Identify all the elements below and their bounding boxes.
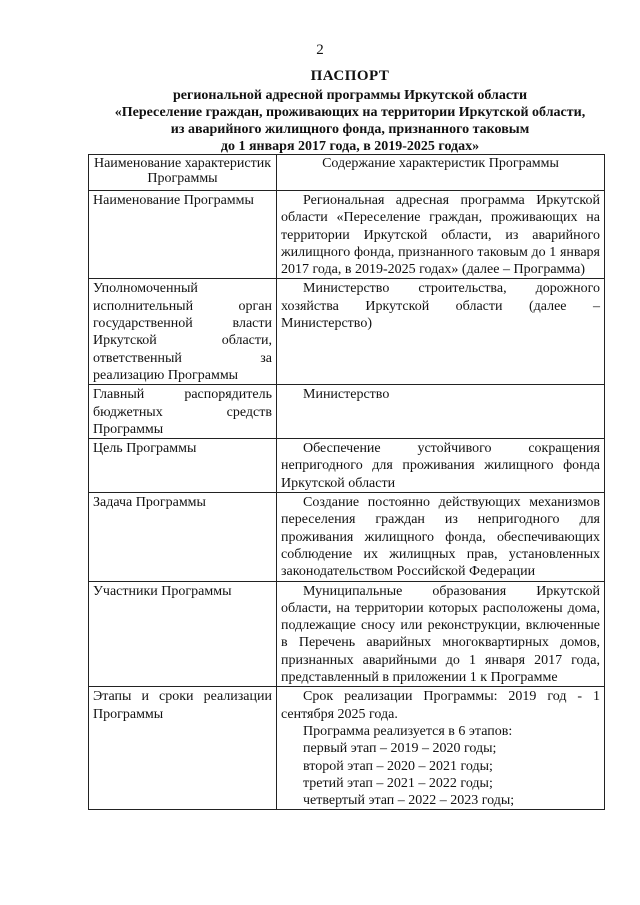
table-header-row <box>89 155 605 191</box>
row-content: Муниципальные образования Иркутской области, на территории которых расположены дома, подлежащие сносу или реконструкции, включенные в Перечень аварийных многоквартирных домов, признанных аварийными до 1 января 2017 года, представленный в приложении 1 к Программе <box>277 581 605 687</box>
row-label: Этапы и сроки реализации Программы <box>89 687 277 810</box>
header-col2: Содержание характеристик Программы <box>277 155 605 191</box>
title-line-2: региональной адресной программы Иркутской области <box>172 88 528 103</box>
title-passport: ПАСПОРТ <box>310 68 390 84</box>
stages-intro: Программа реализуется в 6 этапов: <box>303 723 513 739</box>
stages-period: Срок реализации Программы: 2019 год - 1 сентября 2025 года. <box>281 689 600 722</box>
row-label: Задача Программы <box>89 493 277 581</box>
row-content: Региональная адресная программа Иркутской области «Переселение граждан, проживающих на территории Иркутской области, из аварийного жилищного фонда, признанного таковым до 1 января 2017 года, в 2019-2025 годах» (далее – Программа) <box>277 191 605 279</box>
header-col1: Наименование характеристик Программы <box>89 155 277 191</box>
row-content: Министерство строительства, дорожного хозяйства Иркутской области (далее – Министерство) <box>277 279 605 385</box>
title-line-4: из аварийного жилищного фонда, признанного таковым <box>170 122 530 137</box>
row-label: Главный распорядитель бюджетных средств Программы <box>89 385 277 439</box>
table-row <box>89 493 605 581</box>
row-label: Участники Программы <box>89 581 277 687</box>
title-line-5: до 1 января 2017 года, в 2019-2025 годах» <box>220 139 480 154</box>
table-row <box>89 581 605 687</box>
stage-item: первый этап – 2019 – 2020 годы; <box>303 741 497 757</box>
page-number: 2 <box>316 42 324 58</box>
table-row <box>89 191 605 279</box>
table-row <box>89 439 605 493</box>
row-content-stages <box>277 687 605 810</box>
table-row <box>89 279 605 385</box>
stage-item: третий этап – 2021 – 2022 годы; <box>303 775 493 791</box>
row-content: Создание постоянно действующих механизмов переселения граждан из непригодного для проживания жилищного фонда, обеспечивающих соблюдение их жилищных прав, установленных законодательством Российской Федерации <box>277 493 605 581</box>
passport-table <box>88 154 605 810</box>
row-label: Уполномоченный исполнительный орган государственной власти Иркутской области, ответственный за реализацию Программы <box>89 279 277 385</box>
row-label: Наименование Программы <box>89 191 277 279</box>
stage-item: второй этап – 2020 – 2021 годы; <box>303 758 493 774</box>
row-content: Обеспечение устойчивого сокращения непригодного для проживания жилищного фонда Иркутской области <box>277 439 605 493</box>
table-row <box>89 687 605 810</box>
title-line-3: «Переселение граждан, проживающих на территории Иркутской области, <box>114 105 586 120</box>
document-title <box>60 68 640 155</box>
stage-item: четвертый этап – 2022 – 2023 годы; <box>303 793 515 809</box>
row-label: Цель Программы <box>89 439 277 493</box>
table-row <box>89 385 605 439</box>
row-content: Министерство <box>277 385 605 439</box>
